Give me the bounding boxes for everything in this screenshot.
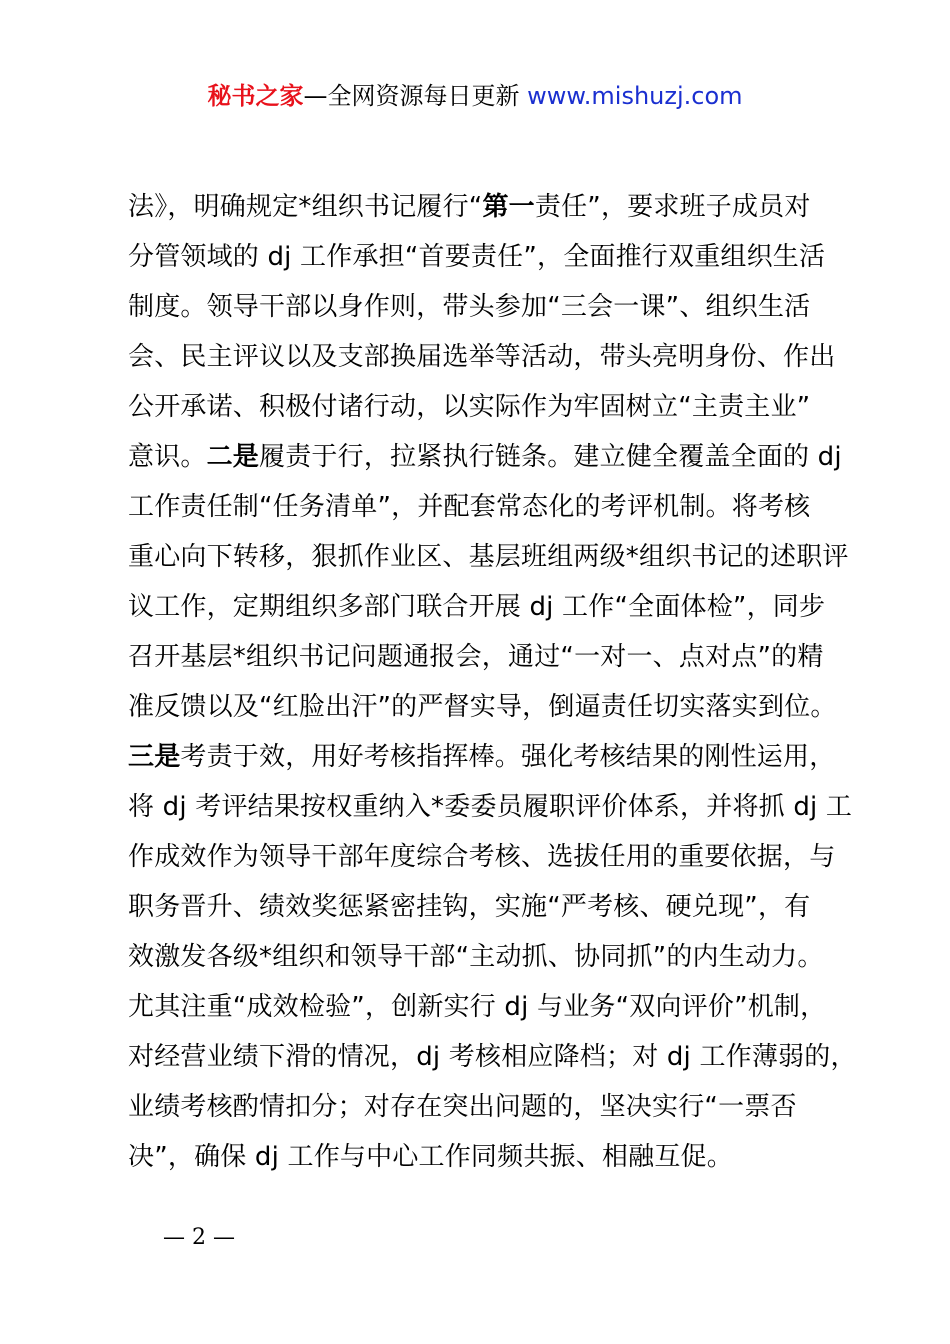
text-line: 重心向下转移，狠抓作业区、基层班组两级*组织书记的述职评 [128, 542, 849, 572]
text-line: 效激发各级*组织和领导干部“主动抓、协同抓”的内生动力。 [128, 942, 824, 972]
site-brand: 秘书之家 [207, 82, 304, 110]
text-line: 召开基层*组织书记问题通报会，通过“一对一、点对点”的精 [128, 642, 824, 672]
site-url-link[interactable]: www.mishuzj.com [527, 82, 743, 110]
text-line: 工作责任制“任务清单”，并配套常态化的考评机制。将考核 [128, 492, 811, 522]
text-line: 公开承诺、积极付诸行动，以实际作为牢固树立“主责主业” [128, 392, 811, 422]
bold-emphasis: 三是 [128, 742, 181, 772]
bold-emphasis: 第一 [482, 192, 535, 222]
text-line: 将 dj 考评结果按权重纳入*委委员履职评价体系，并将抓 dj 工 [128, 792, 853, 822]
text-line: 意识。二是履责于行，拉紧执行链条。建立健全覆盖全面的 dj [128, 442, 842, 472]
text-line: 决”，确保 dj 工作与中心工作同频共振、相融互促。 [128, 1142, 733, 1172]
text-line: 议工作，定期组织多部门联合开展 dj 工作“全面体检”，同步 [128, 592, 826, 622]
text-line: 业绩考核酌情扣分；对存在突出问题的，坚决实行“一票否 [128, 1092, 797, 1122]
text-line: 作成效作为领导干部年度综合考核、选拔任用的重要依据，与 [128, 842, 836, 872]
bold-emphasis: 二是 [206, 442, 260, 472]
text-line: 对经营业绩下滑的情况，dj 考核相应降档；对 dj 工作薄弱的， [128, 1042, 857, 1072]
text-line: 准反馈以及“红脸出汗”的严督实导，倒逼责任切实落实到位。 [128, 692, 837, 722]
text-line: 会、民主评议以及支部换届选举等活动，带头亮明身份、作出 [128, 342, 836, 372]
text-line: 法》，明确规定*组织书记履行“第一责任”，要求班子成员对 [128, 192, 811, 222]
page-number: — 2 — [163, 1225, 235, 1250]
text-line: 三是考责于效，用好考核指挥棒。强化考核结果的刚性运用， [128, 742, 836, 772]
text-line: 制度。领导干部以身作则，带头参加“三会一课”、组织生活 [128, 292, 811, 322]
text-line: 职务晋升、绩效奖惩紧密挂钩，实施“严考核、硬兑现”，有 [128, 892, 811, 922]
site-tagline: —全网资源每日更新 [303, 82, 528, 110]
site-header [0, 78, 950, 114]
text-line: 分管领域的 dj 工作承担“首要责任”，全面推行双重组织生活 [128, 242, 826, 272]
text-line: 尤其注重“成效检验”，创新实行 dj 与业务“双向评价”机制， [128, 992, 827, 1022]
document-body [128, 182, 857, 1182]
